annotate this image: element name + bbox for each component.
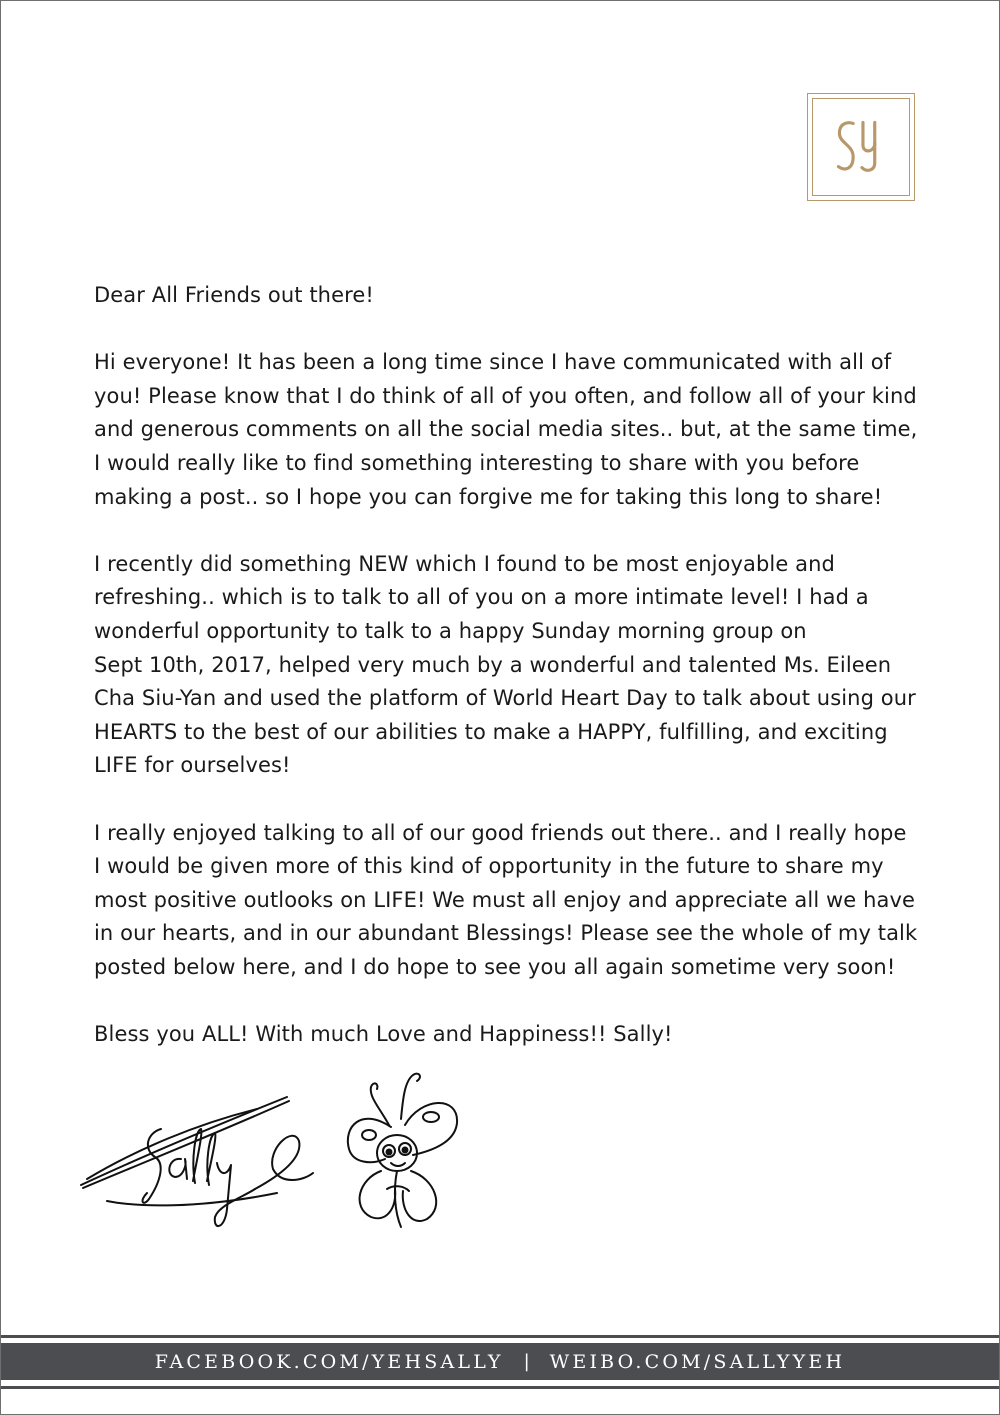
sy-logo	[807, 93, 915, 201]
paragraph-line: refreshing.. which is to talk to all of you on a more intimate level! I had a	[94, 585, 869, 610]
letter-body	[94, 279, 944, 1052]
letter-paragraph-1	[94, 346, 944, 514]
footer-bar	[1, 1343, 999, 1380]
paragraph-line: LIFE for ourselves!	[94, 753, 291, 778]
letter-paragraph-3	[94, 817, 944, 985]
paragraph-line: I recently did something NEW which I found to be most enjoyable and	[94, 551, 835, 576]
footer-rule-bottom	[1, 1386, 999, 1389]
paragraph-line: I would really like to find something interesting to share with you before	[94, 450, 860, 475]
paragraph-line: you! Please know that I do think of all of you often, and follow all of your kind	[94, 383, 917, 408]
footer-rule-top	[1, 1335, 999, 1338]
paragraph-line: wonderful opportunity to talk to a happy Sunday morning group on	[94, 618, 807, 643]
letter-greeting: Dear All Friends out there!	[94, 283, 374, 307]
paragraph-line: Cha Siu-Yan and used the platform of World Heart Day to talk about using our	[94, 686, 916, 711]
paragraph-line: most positive outlooks on LIFE! We must all enjoy and appreciate all we have	[94, 887, 916, 912]
paragraph-line: Hi everyone! It has been a long time since I have communicated with all of	[94, 350, 892, 375]
letter-closing: Bless you ALL! With much Love and Happiness!! Sally!	[94, 1022, 673, 1047]
paragraph-line: I really enjoyed talking to all of our good friends out there.. and I really hope	[94, 820, 907, 845]
footer-separator: |	[523, 1351, 530, 1372]
weibo-link[interactable]: WEIBO.COM/SALLYYEH	[549, 1350, 846, 1373]
sy-monogram-icon	[808, 94, 914, 200]
paragraph-line: posted below here, and I do hope to see you all again sometime very soon!	[94, 954, 896, 979]
butterfly-doodle-icon	[331, 1067, 471, 1237]
paragraph-line: and generous comments on all the social media sites.. but, at the same time,	[94, 417, 918, 442]
facebook-link[interactable]: FACEBOOK.COM/YEHSALLY	[154, 1350, 504, 1373]
paragraph-line: making a post.. so I hope you can forgive me for taking this long to share!	[94, 484, 883, 509]
handwritten-signature-icon	[77, 1089, 317, 1239]
letter-paragraph-2	[94, 548, 944, 783]
paragraph-line: Sept 10th, 2017, helped very much by a wonderful and talented Ms. Eileen	[94, 652, 892, 677]
paragraph-line: I would be given more of this kind of opportunity in the future to share my	[94, 854, 884, 879]
paragraph-line: HEARTS to the best of our abilities to make a HAPPY, fulfilling, and exciting	[94, 719, 888, 744]
paragraph-line: in our hearts, and in our abundant Blessings! Please see the whole of my talk	[94, 921, 918, 946]
